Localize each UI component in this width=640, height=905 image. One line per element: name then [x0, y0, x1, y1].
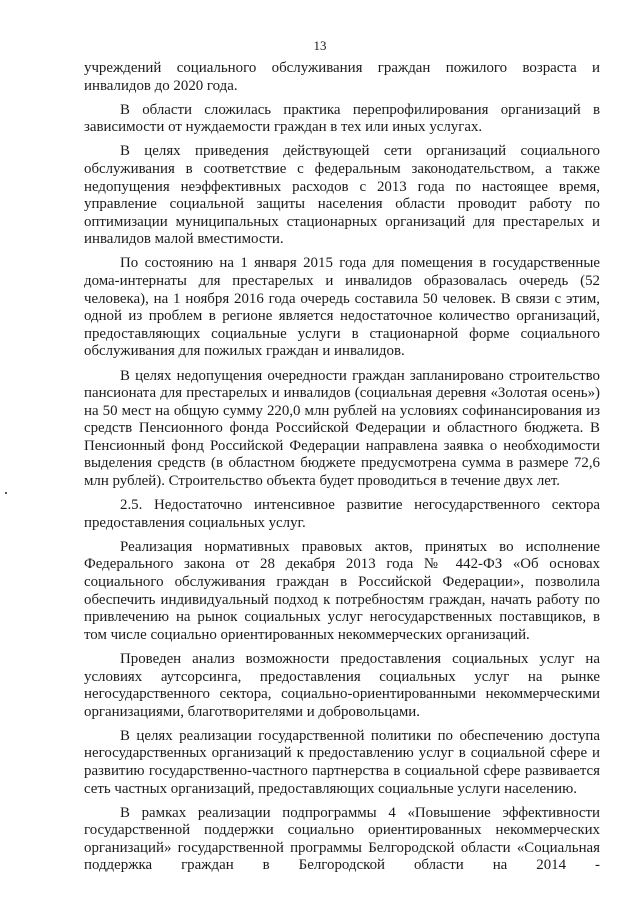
paragraph-continuation: учреждений социального обслуживания граждан пожилого возраста и инвалидов до 2020 года.: [84, 60, 600, 94]
document-body: [84, 60, 600, 875]
paragraph-subprogram-4: В рамках реализации подпрограммы 4 «Повышение эффективности государственной поддержки социально ориентированных некоммерческих организаций» государственной программы Белгородской области «Социальная поддержка граждан в Белгородской области на 2014 -: [84, 804, 600, 874]
margin-speck: [5, 492, 7, 494]
paragraph-outsourcing-analysis: Проведен анализ возможности предоставления социальных услуг на условиях аутсорсинга, предоставления социальных услуг на рынке негосударственного сектора, социально-ориентированными некоммерческими организациями, благотворителями и добровольцами.: [84, 650, 600, 720]
paragraph-federal-law-442: Реализация нормативных правовых актов, принятых во исполнение Федерального закона от 28 декабря 2013 года № 442-ФЗ «Об основах социального обслуживания граждан в Российской Федерации», позволила обеспечить индивидуальный подход к потребностям граждан, начать работу по привлечению на рынок социальных услуг негосударственных поставщиков, в том числе социально ориентированных некоммерческих организаций.: [84, 538, 600, 643]
section-heading-2-5: 2.5. Недостаточно интенсивное развитие негосударственного сектора предоставления социальных услуг.: [84, 497, 600, 531]
page-number: 13: [313, 38, 327, 53]
paragraph-private-network: В целях реализации государственной политики по обеспечению доступа негосударственных организаций к предоставлению услуг в социальной сфере и развитию государственно-частного партнерства в социальной сфере развивается сеть частных организаций, предоставляющих социальные услуги населению.: [84, 727, 600, 797]
paragraph-network-optimization: В целях приведения действующей сети организаций социального обслуживания в соответствие с федеральным законодательством, а также недопущения неэффективных расходов с 2013 года по настоящее время, управление социальной защиты населения области проводит работу по оптимизации муниципальных стационарных организаций для престарелых и инвалидов малой вместимости.: [84, 143, 600, 248]
paragraph-waiting-list: По состоянию на 1 января 2015 года для помещения в государственные дома-интернаты для престарелых и инвалидов образовалась очередь (52 человека), на 1 ноября 2016 года очередь составила 50 человек. В связи с этим, одной из проблем в регионе является недостаточное количество организаций, предоставляющих социальные услуги в стационарной форме социального обслуживания для пожилых граждан и инвалидов.: [84, 255, 600, 360]
paragraph-reprofiling-practice: В области сложилась практика перепрофилирования организаций в зависимости от нуждаемости граждан в тех или иных услугах.: [84, 101, 600, 136]
paragraph-boarding-house-construction: В целях недопущения очередности граждан запланировано строительство пансионата для престарелых и инвалидов (социальная деревня «Золотая осень») на 50 мест на общую сумму 220,0 млн рублей на условиях софинансирования из средств Пенсионного фонда Российской Федерации и областного бюджета. В Пенсионный фонд Российской Федерации направлена заявка о необходимости выделения средств (в областном бюджете предусмотрена сумма в размере 72,6 млн рублей). Строительство объекта будет проводиться в течение двух лет.: [84, 367, 600, 490]
